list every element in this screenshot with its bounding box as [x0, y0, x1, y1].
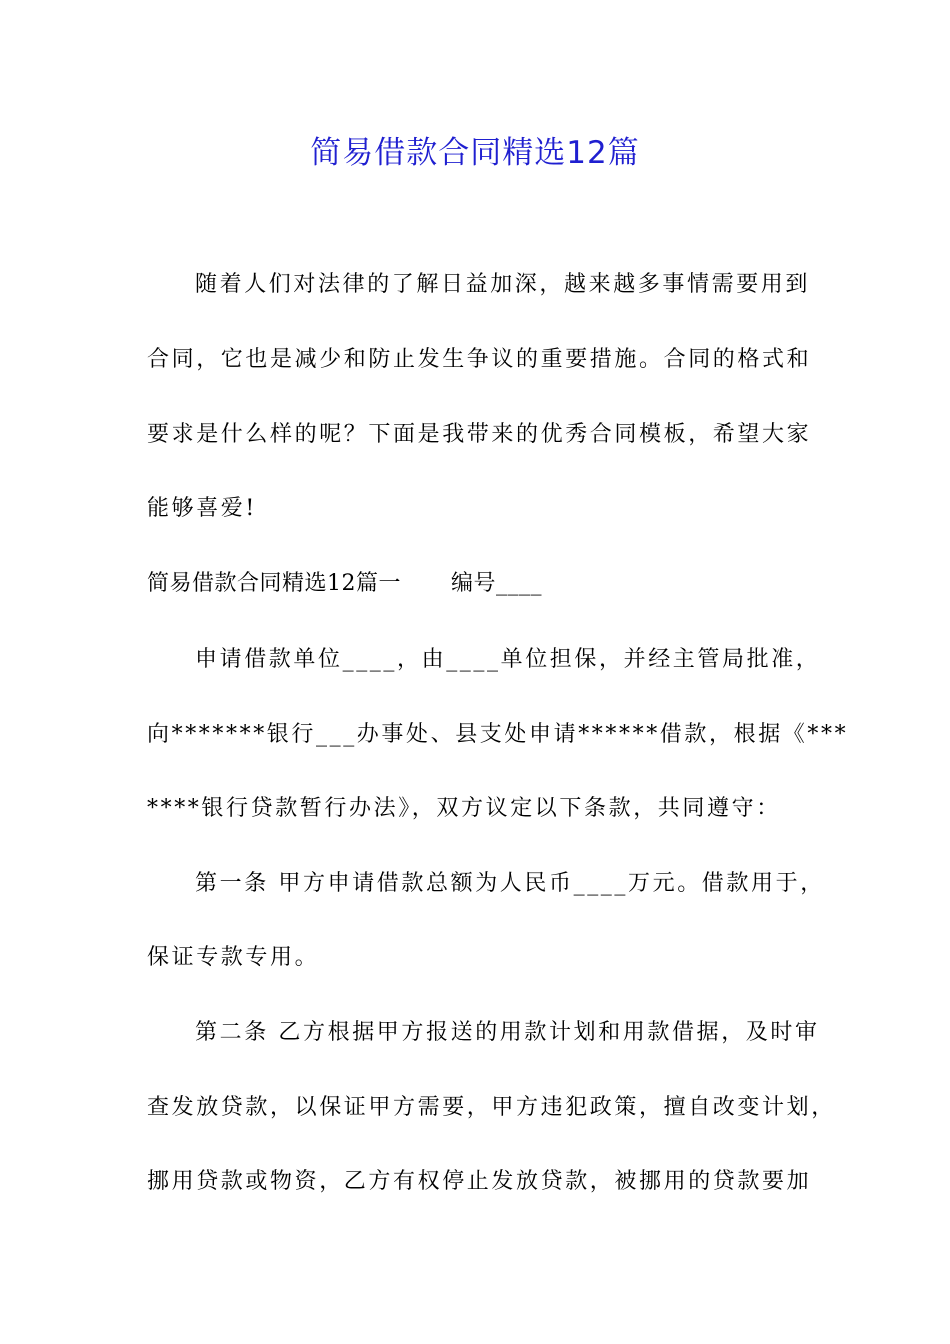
- section-heading: 简易借款合同精选12篇一: [147, 571, 401, 596]
- article-2-line-3: 挪用贷款或物资，乙方有权停止发放贷款，被挪用的贷款要加: [147, 1169, 812, 1194]
- body-line-2: 向*******银行___办事处、县支处申请******借款，根据《***: [147, 722, 849, 747]
- intro-line-2: 合同，它也是减少和防止发生争议的重要措施。合同的格式和: [147, 347, 812, 372]
- intro-line-4: 能够喜爱!: [147, 496, 257, 521]
- body-line-3: ****银行贷款暂行办法》，双方议定以下条款，共同遵守：: [147, 796, 781, 821]
- article-2-line-1: 第二条 乙方根据甲方报送的用款计划和用款借据，及时审: [195, 1020, 820, 1045]
- article-2-line-2: 查发放贷款，以保证甲方需要，甲方违犯政策，擅自改变计划，: [147, 1095, 836, 1120]
- body-line-1: 申请借款单位____，由____单位担保，并经主管局批准，: [195, 647, 821, 672]
- article-1-line-2: 保证专款专用。: [147, 945, 320, 970]
- article-1-line-1: 第一条 甲方申请借款总额为人民币____万元。借款用于，: [195, 871, 825, 896]
- contract-number: 编号____: [451, 571, 543, 596]
- document-title: 简易借款合同精选12篇: [310, 135, 640, 171]
- intro-line-1: 随着人们对法律的了解日益加深，越来越多事情需要用到: [195, 272, 811, 297]
- intro-line-3: 要求是什么样的呢？下面是我带来的优秀合同模板，希望大家: [147, 422, 812, 447]
- section-heading-line: [147, 569, 542, 599]
